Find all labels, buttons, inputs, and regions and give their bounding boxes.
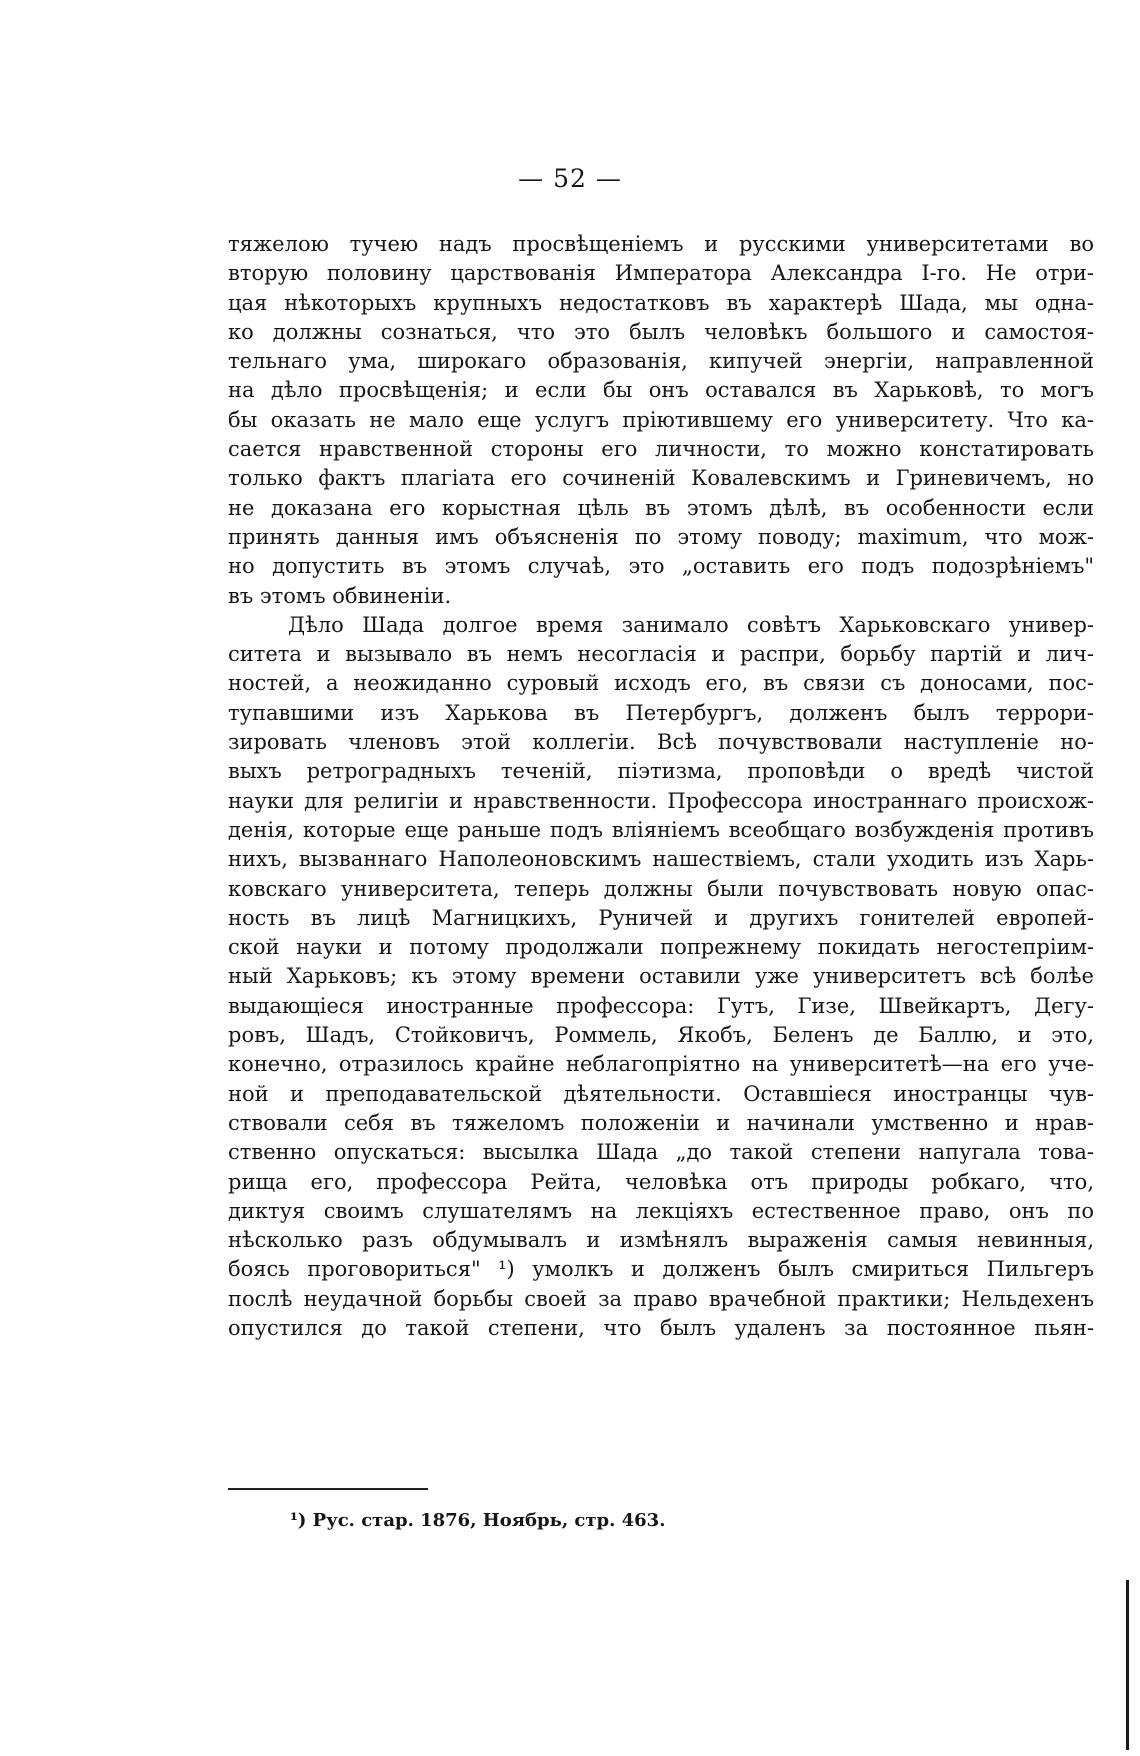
text-line: ствовали себя въ тяжеломъ положеніи и начинали умственно и нрав-	[228, 1110, 1094, 1135]
text-line: диктуя своимъ слушателямъ на лекціяхъ естественное право, онъ по	[228, 1198, 1094, 1223]
text-line: на дѣло просвѣщенія; и если бы онъ оставался въ Харьковѣ, то могъ	[228, 378, 1094, 403]
text-line: ностей, а неожиданно суровый исходъ его, въ связи съ доносами, пос-	[228, 671, 1094, 696]
text-line: нѣсколько разъ обдумывалъ и измѣнялъ выраженія самыя невинныя,	[228, 1228, 1094, 1253]
text-line: не доказана его корыстная цѣль въ этомъ дѣлѣ, въ особенности если	[228, 495, 1094, 520]
text-line: только фактъ плагіата его сочиненій Ковалевскимъ и Гриневичемъ, но	[228, 466, 1094, 491]
text-line: цая нѣкоторыхъ крупныхъ недостатковъ въ характерѣ Шада, мы одна-	[228, 290, 1094, 315]
text-line: ственно опускаться: высылка Шада „до такой степени напугала това-	[228, 1140, 1094, 1165]
text-line: но допустить въ этомъ случаѣ, это „оставить его подъ подозрѣніемъ"	[228, 554, 1094, 579]
text-line: выдающіеся иностранные профессора: Гутъ, Гизе, Швейкартъ, Дегу-	[228, 993, 1094, 1018]
text-line: ной и преподавательской дѣятельности. Оставшіеся иностранцы чув-	[228, 1081, 1094, 1106]
text-line: рища его, профессора Рейта, человѣка отъ природы робкаго, что,	[228, 1169, 1094, 1194]
text-line: боясь проговориться" ¹) умолкъ и долженъ былъ смириться Пильгеръ	[228, 1257, 1094, 1282]
text-line: вторую половину царствованія Императора Александра I-го. Не отри-	[228, 261, 1094, 286]
text-line: науки для религіи и нравственности. Профессора иностраннаго происхож-	[228, 788, 1094, 813]
text-line: нихъ, вызваннаго Наполеоновскимъ нашествіемъ, стали уходить изъ Харь-	[228, 847, 1094, 872]
text-line: тупавшими изъ Харькова въ Петербургъ, долженъ былъ террори-	[228, 700, 1094, 725]
text-line: ность въ лицѣ Магницкихъ, Руничей и другихъ гонителей европей-	[228, 905, 1094, 930]
text-line: ный Харьковъ; къ этому времени оставили уже университетъ всѣ болѣе	[228, 964, 1094, 989]
text-line: ковскаго университета, теперь должны были почувствовать новую опас-	[228, 876, 1094, 901]
text-line: денія, которые еще раньше подъ вліяніемъ всеобщаго возбужденія противъ	[228, 817, 1094, 842]
text-line: зировать членовъ этой коллегіи. Всѣ почувствовали наступленіе но-	[228, 730, 1094, 755]
footnote-divider	[228, 1488, 428, 1490]
text-line: конечно, отразилось крайне неблагопріятно на университетѣ—на его уче-	[228, 1052, 1094, 1077]
text-line: бы оказать не мало еще услугъ пріютившему его университету. Что ка-	[228, 407, 1094, 432]
text-line: ровъ, Шадъ, Стойковичъ, Роммель, Якобъ, Беленъ де Баллю, и это,	[228, 1023, 1094, 1048]
body-text	[228, 230, 1094, 1343]
text-line: тяжелою тучею надъ просвѣщеніемъ и русскими университетами во	[228, 232, 1094, 256]
footnote: ¹) Рус. стар. 1876, Ноябрь, стр. 463.	[290, 1510, 666, 1531]
text-line: ситета и вызывало въ немъ несогласія и распри, борьбу партій и лич-	[228, 642, 1094, 667]
text-line: тельнаго ума, широкаго образованія, кипучей энергіи, направленной	[228, 349, 1094, 374]
text-line: ко должны сознаться, что это былъ человѣкъ большого и самостоя-	[228, 319, 1094, 344]
text-line: ской науки и потому продолжали попрежнему покидать негостепріим-	[228, 935, 1094, 960]
text-line: выхъ ретроградныхъ теченій, піэтизма, проповѣди о вредѣ чистой	[228, 759, 1094, 784]
text-line: Дѣло Шада долгое время занимало совѣтъ Харьковскаго универ-	[288, 612, 1094, 637]
page-number: — 52 —	[518, 164, 622, 193]
text-line: послѣ неудачной борьбы своей за право врачебной практики; Нельдехенъ	[228, 1286, 1094, 1311]
text-line: сается нравственной стороны его личности, то можно констатировать	[228, 437, 1094, 462]
text-line: опустился до такой степени, что былъ удаленъ за постоянное пьян-	[228, 1315, 1094, 1340]
text-line: въ этомъ обвиненіи.	[228, 583, 452, 608]
text-line: принять данныя имъ объясненія по этому поводу; maximum, что мож-	[228, 524, 1094, 549]
scan-edge-mark	[1126, 1580, 1129, 1750]
